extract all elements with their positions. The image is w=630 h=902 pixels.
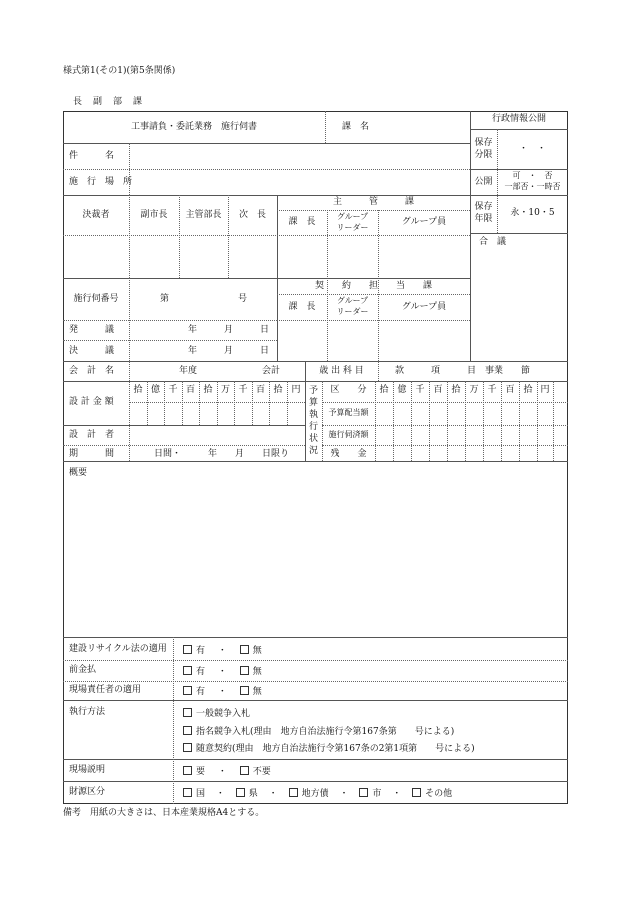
recycling-no-checkbox[interactable] — [240, 645, 249, 654]
explanation-label: 現場説明 — [69, 765, 106, 775]
recycling-options: 有 ・ 無 — [183, 645, 262, 656]
advance-yes-checkbox[interactable] — [183, 666, 192, 675]
budget-digit-2: 千 — [415, 385, 425, 395]
budget-digit-9: 円 — [540, 385, 550, 395]
explanation-not-required-checkbox[interactable] — [240, 766, 249, 775]
funding-label: 財源区分 — [69, 787, 106, 797]
budget-digit-0: 拾 — [379, 385, 389, 395]
fund-bond-checkbox[interactable] — [289, 788, 298, 797]
balance-label: 残 金 — [330, 449, 367, 459]
issue-label: 発 議 — [69, 325, 115, 335]
fund-city-checkbox[interactable] — [359, 788, 368, 797]
request-number-label: 施行伺番号 — [73, 294, 119, 304]
design-digit-0: 拾 — [133, 385, 143, 395]
explanation-required-checkbox[interactable] — [183, 766, 192, 775]
decision-label: 決 議 — [69, 346, 115, 356]
number-suffix: 号 — [238, 294, 248, 304]
fund-prefecture-checkbox[interactable] — [236, 788, 245, 797]
budget-exec-char-2: 執 — [308, 410, 318, 420]
site-manager-label: 現場責任者の適用 — [69, 685, 142, 695]
budget-allocated-label: 予算配当額 — [328, 408, 369, 417]
budget-digit-6: 千 — [487, 385, 497, 395]
contract-chief-label: 課 長 — [288, 302, 316, 312]
recycling-yes-checkbox[interactable] — [183, 645, 192, 654]
design-digit-8: 拾 — [273, 385, 283, 395]
method-label: 執行方法 — [69, 707, 106, 717]
designer-label: 設 計 者 — [69, 430, 115, 440]
retention-period-value: 永・10・5 — [510, 208, 555, 218]
summary-label: 概要 — [69, 468, 88, 478]
account-label: 会計 — [262, 366, 281, 376]
budget-item-label: 歳 出 科 目 — [319, 366, 364, 376]
public-label: 公開 — [474, 177, 493, 187]
group-member-label: グループ員 — [401, 217, 447, 227]
design-digit-4: 拾 — [203, 385, 213, 395]
approver-label: 決裁者 — [82, 210, 110, 220]
dept-head-label: 主管部長 — [185, 210, 222, 220]
stamp-row-label: 長 副 部 課 — [73, 97, 144, 107]
design-digit-2: 千 — [168, 385, 178, 395]
main-section-label: 主 管 課 — [332, 197, 414, 207]
form-title: 工事請負・委託業務 施行伺書 — [130, 122, 257, 132]
budget-exec-char-3: 行 — [308, 422, 318, 432]
method-3-checkbox[interactable] — [183, 743, 192, 752]
design-amount-label: 設 計 金 額 — [69, 397, 114, 407]
contract-member-label: グループ員 — [401, 302, 447, 312]
group-leader-label-2: リーダー — [336, 223, 369, 232]
contract-section-label: 契 約 担 当 課 — [314, 281, 432, 291]
account-name-label: 会 計 名 — [69, 366, 115, 376]
period-label: 期 間 — [69, 449, 115, 459]
retention-period-label-1: 保存 — [474, 202, 493, 212]
advance-options: 有 ・ 無 — [183, 666, 262, 677]
group-leader-label-1: グループ — [336, 212, 369, 221]
subject-label: 件 名 — [69, 151, 115, 161]
budget-exec-char-4: 状 — [308, 434, 318, 444]
advance-label: 前金払 — [69, 665, 97, 675]
budget-digit-5: 万 — [469, 385, 479, 395]
design-digit-3: 百 — [185, 385, 195, 395]
recycling-label: 建設リサイクル法の適用 — [69, 644, 167, 654]
contract-leader-label-2: リーダー — [336, 307, 369, 316]
budget-exec-char-5: 況 — [308, 446, 318, 456]
method-1: 一般競争入札 — [183, 708, 250, 719]
location-label: 施 行 場 所 — [69, 177, 133, 187]
deputy-label: 次 長 — [238, 210, 266, 220]
fiscal-year-label: 年度 — [179, 366, 198, 376]
retention-class-value: ・ ・ — [518, 144, 546, 154]
fund-national-checkbox[interactable] — [183, 788, 192, 797]
section-name-label: 課 名 — [342, 122, 370, 132]
retention-class-label-2: 分限 — [474, 150, 493, 160]
budget-exec-char-1: 算 — [308, 398, 318, 408]
site-manager-options: 有 ・ 無 — [183, 686, 262, 697]
retention-period-label-2: 年限 — [474, 214, 493, 224]
budget-digit-4: 拾 — [451, 385, 461, 395]
form-number: 様式第1(その1)(第5条関係) — [63, 66, 176, 76]
executed-label: 施行伺済額 — [328, 430, 369, 439]
public-option-1: 可 ・ 否 — [512, 171, 553, 180]
issue-date: 年 月 日 — [188, 325, 270, 335]
decision-date: 年 月 日 — [188, 346, 270, 356]
number-prefix: 第 — [160, 294, 170, 304]
classification-label: 区 分 — [330, 385, 367, 395]
method-1-checkbox[interactable] — [183, 708, 192, 717]
disclosure-label: 行政情報公開 — [491, 114, 546, 124]
vice-mayor-label: 副市長 — [140, 210, 168, 220]
contract-leader-label-1: グループ — [336, 296, 369, 305]
retention-class-label-1: 保存 — [474, 138, 493, 148]
design-digit-5: 万 — [220, 385, 230, 395]
method-2-checkbox[interactable] — [183, 726, 192, 735]
footnote: 備考 用紙の大きさは、日本産業規格A4とする。 — [63, 808, 265, 818]
public-option-2: 一部否・一時否 — [504, 182, 561, 191]
funding-options: 国 ・ 県 ・ 地方債 ・ 市 ・ その他 — [183, 788, 452, 799]
budget-digit-8: 拾 — [523, 385, 533, 395]
design-digit-1: 億 — [150, 385, 160, 395]
budget-digit-3: 百 — [433, 385, 443, 395]
explanation-options: 要 ・ 不要 — [183, 766, 271, 777]
design-digit-7: 百 — [255, 385, 265, 395]
method-3: 随意契約(理由 地方自治法施行令第167条の2第1項第 号による) — [183, 743, 475, 754]
advance-no-checkbox[interactable] — [240, 666, 249, 675]
design-digit-9: 円 — [291, 385, 301, 395]
budget-digit-7: 百 — [505, 385, 515, 395]
item-labels: 款 項 目 事業 節 — [395, 366, 531, 376]
method-2: 指名競争入札(理由 地方自治法施行令第167条第 号による) — [183, 726, 454, 737]
fund-other-checkbox[interactable] — [412, 788, 421, 797]
period-format: 日間・ 年 月 日限り — [154, 449, 290, 459]
site-manager-no-checkbox[interactable] — [240, 686, 249, 695]
budget-digit-1: 億 — [397, 385, 407, 395]
design-digit-6: 千 — [238, 385, 248, 395]
site-manager-yes-checkbox[interactable] — [183, 686, 192, 695]
section-chief-label: 課 長 — [288, 217, 316, 227]
consultation-label: 合 議 — [479, 237, 507, 247]
budget-exec-char-0: 予 — [308, 386, 318, 396]
